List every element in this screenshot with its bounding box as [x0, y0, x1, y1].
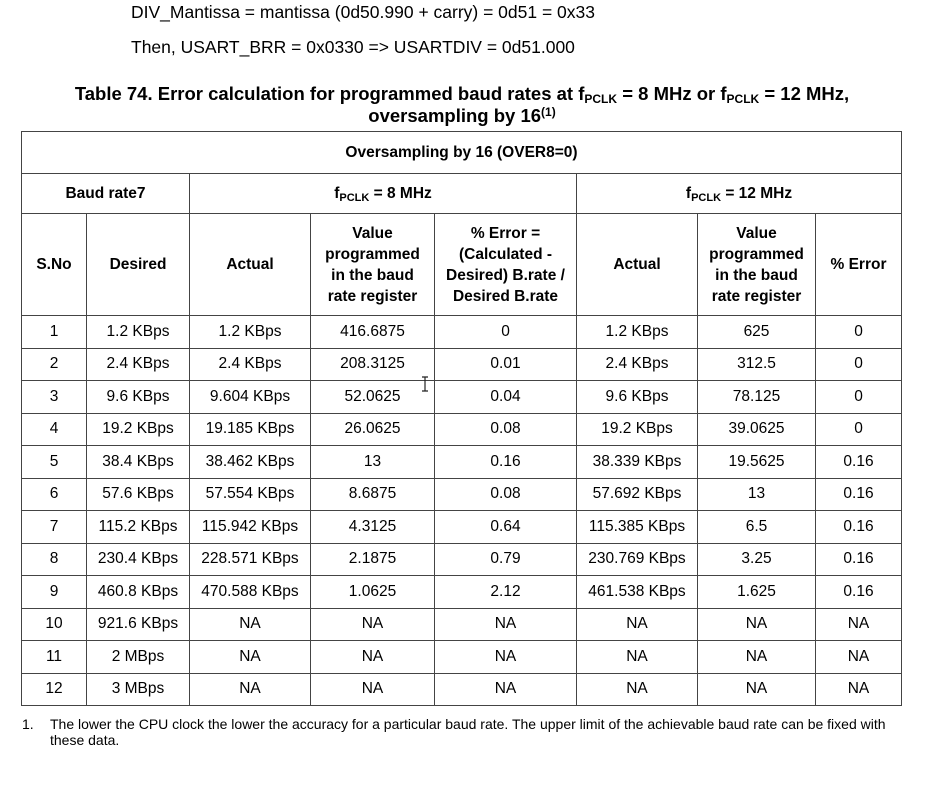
table-cell: 19.5625	[698, 446, 816, 479]
table-cell: 0.16	[816, 511, 902, 544]
table-cell: 0	[816, 381, 902, 414]
group-header-suffix: = 12 MHz	[721, 184, 793, 202]
table-cell: 38.339 KBps	[577, 446, 698, 479]
table-cell: 8.6875	[311, 478, 435, 511]
group-header-subscript: PCLK	[691, 191, 722, 204]
table-cell: 0.16	[816, 543, 902, 576]
table-cell: NA	[577, 673, 698, 706]
table-cell: NA	[816, 608, 902, 641]
caption-text-part2: = 8 MHz or f	[617, 83, 727, 104]
text-cursor-icon	[420, 376, 430, 392]
table-cell: 57.6 KBps	[87, 478, 190, 511]
table-cell: 1.2 KBps	[577, 316, 698, 349]
table-cell: 38.4 KBps	[87, 446, 190, 479]
table-cell: 0.08	[435, 413, 577, 446]
column-header-line: (Calculated -	[458, 245, 552, 263]
table-cell: 2.1875	[311, 543, 435, 576]
table-cell: NA	[816, 673, 902, 706]
group-header-prefix: f	[334, 184, 340, 202]
column-header-line: rate register	[327, 287, 418, 305]
table-cell: 38.462 KBps	[190, 446, 311, 479]
table-cell: 9.604 KBps	[190, 381, 311, 414]
table-cell: 9.6 KBps	[87, 381, 190, 414]
table-cell: 115.385 KBps	[577, 511, 698, 544]
table-cell: 4	[22, 413, 87, 446]
table-cell: 1.0625	[311, 576, 435, 609]
table-cell: 9.6 KBps	[577, 381, 698, 414]
table-cell: 12	[22, 673, 87, 706]
table-cell: 0.01	[435, 348, 577, 381]
table-cell: 2.4 KBps	[190, 348, 311, 381]
table-cell: NA	[311, 608, 435, 641]
column-header-line: programmed	[325, 245, 420, 263]
table-cell: 2.4 KBps	[87, 348, 190, 381]
table-cell: 19.185 KBps	[190, 413, 311, 446]
table-row	[22, 381, 902, 414]
table-cell: NA	[190, 673, 311, 706]
table-cell: 1.2 KBps	[190, 316, 311, 349]
table-cell: 26.0625	[311, 413, 435, 446]
column-header-line: Desired) B.rate /	[446, 266, 565, 284]
column-header-line: % Error	[830, 256, 887, 273]
table-cell: 39.0625	[698, 413, 816, 446]
table-row	[22, 413, 902, 446]
table-cell: 19.2 KBps	[87, 413, 190, 446]
table-cell: 2.12	[435, 576, 577, 609]
table-cell: NA	[435, 641, 577, 674]
table-row	[22, 478, 902, 511]
table-cell: 0.04	[435, 381, 577, 414]
table-cell: NA	[698, 641, 816, 674]
baud-rate-error-table	[21, 131, 902, 706]
table-cell: 115.942 KBps	[190, 511, 311, 544]
table-cell: 78.125	[698, 381, 816, 414]
table-cell: NA	[577, 608, 698, 641]
table-cell: NA	[816, 641, 902, 674]
column-header	[87, 214, 190, 316]
caption-footnote-ref: (1)	[541, 105, 556, 119]
table-cell: 0.08	[435, 478, 577, 511]
table-cell: NA	[190, 641, 311, 674]
column-header	[190, 214, 311, 316]
table-cell: 4.3125	[311, 511, 435, 544]
table-cell: 0	[816, 316, 902, 349]
caption-subscript: PCLK	[726, 92, 760, 106]
column-header-line: S.No	[36, 256, 72, 273]
table-row	[22, 348, 902, 381]
table-cell: 0.64	[435, 511, 577, 544]
table-cell: NA	[435, 608, 577, 641]
table-cell: 0	[816, 348, 902, 381]
table-cell: 13	[698, 478, 816, 511]
column-header-line: in the baud	[715, 266, 798, 284]
group-header-baud-rate: Baud rate7	[22, 174, 190, 214]
table-cell: NA	[698, 673, 816, 706]
table-cell: 470.588 KBps	[190, 576, 311, 609]
footnote-number: 1.	[22, 716, 34, 732]
table-row	[22, 673, 902, 706]
table-cell: 230.4 KBps	[87, 543, 190, 576]
column-header	[577, 214, 698, 316]
table-cell: 312.5	[698, 348, 816, 381]
table-cell: NA	[435, 673, 577, 706]
caption-text-line2: oversampling by 16	[368, 105, 542, 126]
table-row	[22, 641, 902, 674]
table-cell: 0.16	[816, 446, 902, 479]
column-header	[435, 214, 577, 316]
table-cell: 6.5	[698, 511, 816, 544]
group-header-suffix: = 8 MHz	[369, 184, 432, 202]
table-cell: 416.6875	[311, 316, 435, 349]
column-header-line: Desired B.rate	[452, 287, 559, 305]
caption-text-part1: Table 74. Error calculation for programmed baud rates at f	[74, 83, 585, 104]
column-header-line: Actual	[226, 256, 274, 273]
table-cell: 228.571 KBps	[190, 543, 311, 576]
table-row	[22, 446, 902, 479]
caption-text-part3: = 12 MHz,	[759, 83, 850, 104]
table-cell: 2 MBps	[87, 641, 190, 674]
table-cell: NA	[311, 673, 435, 706]
table-cell: 7	[22, 511, 87, 544]
table-cell: 1.625	[698, 576, 816, 609]
column-header	[311, 214, 435, 316]
table-cell: 11	[22, 641, 87, 674]
table-cell: 0.79	[435, 543, 577, 576]
equation-usart-brr: Then, USART_BRR = 0x0330 => USARTDIV = 0d51.000	[131, 37, 575, 57]
table-cell: 9	[22, 576, 87, 609]
table-cell: 0.16	[816, 478, 902, 511]
table-cell: NA	[577, 641, 698, 674]
column-header-line: programmed	[709, 245, 804, 263]
table-row	[22, 543, 902, 576]
group-header-subscript: PCLK	[339, 191, 370, 204]
table-cell: 625	[698, 316, 816, 349]
table-cell: 230.769 KBps	[577, 543, 698, 576]
column-header	[816, 214, 902, 316]
table-cell: 8	[22, 543, 87, 576]
column-header-line: Actual	[613, 256, 661, 273]
caption-subscript: PCLK	[584, 92, 618, 106]
column-header-line: in the baud	[331, 266, 414, 284]
table-caption-line2	[0, 105, 924, 127]
table-cell: 57.692 KBps	[577, 478, 698, 511]
column-header-row	[22, 214, 902, 316]
table-cell: 2	[22, 348, 87, 381]
column-header-line: Value	[736, 224, 777, 242]
table-cell: 115.2 KBps	[87, 511, 190, 544]
table-caption-line1	[0, 83, 924, 105]
table-row	[22, 316, 902, 349]
column-header-line: % Error =	[470, 224, 541, 242]
table-cell: 461.538 KBps	[577, 576, 698, 609]
column-header-line: Value	[352, 224, 393, 242]
column-header	[22, 214, 87, 316]
table-cell: 52.0625	[311, 381, 435, 414]
table-cell: 3.25	[698, 543, 816, 576]
table-cell: 13	[311, 446, 435, 479]
table-row	[22, 511, 902, 544]
table-cell: 57.554 KBps	[190, 478, 311, 511]
column-header	[698, 214, 816, 316]
table-cell: 10	[22, 608, 87, 641]
table-cell: 6	[22, 478, 87, 511]
table-cell: 3	[22, 381, 87, 414]
table-cell: 0.16	[816, 576, 902, 609]
table-cell: 0.16	[435, 446, 577, 479]
group-header-12mhz	[577, 174, 902, 214]
group-header-prefix: f	[685, 184, 692, 202]
table-cell: NA	[311, 641, 435, 674]
table-cell: 921.6 KBps	[87, 608, 190, 641]
table-cell: 0	[816, 413, 902, 446]
group-header-8mhz	[190, 174, 577, 214]
table-body	[22, 316, 902, 706]
table-cell: 208.3125	[311, 348, 435, 381]
table-cell: 2.4 KBps	[577, 348, 698, 381]
table-cell: 1	[22, 316, 87, 349]
equation-div-mantissa: DIV_Mantissa = mantissa (0d50.990 + carry) = 0d51 = 0x33	[131, 2, 596, 22]
table-cell: 1.2 KBps	[87, 316, 190, 349]
table-cell: NA	[190, 608, 311, 641]
table-cell: NA	[698, 608, 816, 641]
table-row	[22, 608, 902, 641]
table-cell: 3 MBps	[87, 673, 190, 706]
column-header-line: Desired	[109, 256, 167, 273]
table-row	[22, 576, 902, 609]
table-cell: 19.2 KBps	[577, 413, 698, 446]
table-cell: 460.8 KBps	[87, 576, 190, 609]
table-cell: 5	[22, 446, 87, 479]
column-header-line: rate register	[711, 287, 802, 305]
table-title-cell: Oversampling by 16 (OVER8=0)	[22, 132, 902, 174]
footnote-text: The lower the CPU clock the lower the accuracy for a particular baud rate. The upper limit of the achievable baud rate can be fixed with these data.	[50, 716, 886, 748]
table-cell: 0	[435, 316, 577, 349]
